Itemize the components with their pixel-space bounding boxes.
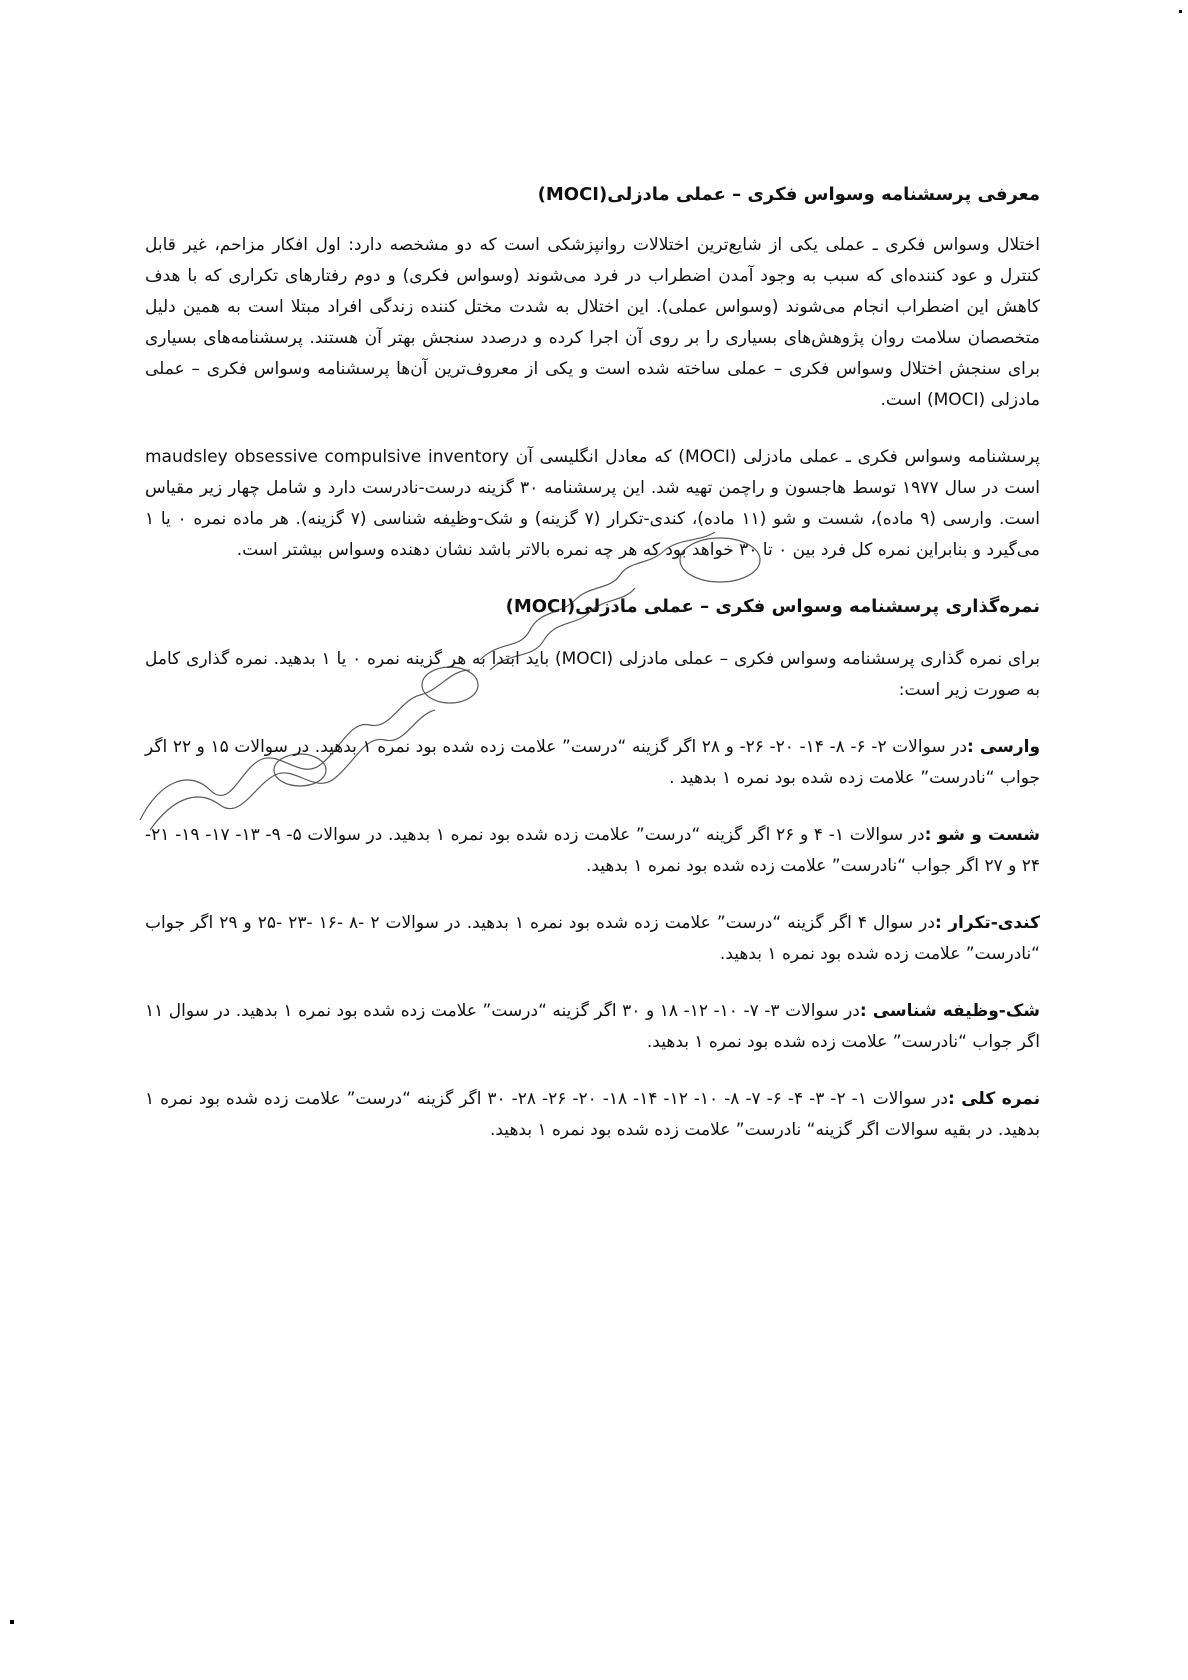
scoring-intro: برای نمره گذاری پرسشنامه وسواس فکری – عملی مادزلی (MOCI) باید ابتدا به هر گزینه نمره ۰ یا ۱ بدهید. نمره گذاری کامل به صورت زیر است:: [145, 649, 1041, 700]
subscale-label: کندی-تکرار :: [934, 913, 1041, 933]
subscale-label: شک-وظیفه شناسی :: [859, 1001, 1040, 1021]
subscale-text: در سوالات ۱- ۴ و ۲۶ اگر گزینه “درست” علامت زده شده بود نمره ۱ بدهید. در سوالات ۵- ۹- ۱۳- ۱۷- ۱۹- ۲۱- ۲۴ و ۲۷ اگر جواب “نادرست” علامت زده شده بود نمره ۱ بدهید.: [145, 825, 1040, 876]
subscale-checking: [145, 732, 1040, 794]
subscale-total: [145, 1084, 1040, 1146]
subscale-text: در سوالات ۳- ۷- ۱۰- ۱۲- ۱۸ و ۳۰ اگر گزینه “درست” علامت زده شده بود نمره ۱ بدهید. در سوال ۱۱ اگر جواب “نادرست” علامت زده شده بود نمره ۱ بدهید.: [145, 1001, 1040, 1052]
subscale-text: در سوالات ۲- ۶- ۸- ۱۴- ۲۰- ۲۶- و ۲۸ اگر گزینه “درست” علامت زده شده بود نمره ۱ بدهید. در سوالات ۱۵ و ۲۲ اگر جواب “نادرست” علامت زده شده بود نمره ۱ بدهید .: [145, 737, 1040, 788]
subscale-washing: [145, 820, 1040, 882]
scoring-heading: نمره‌گذاری پرسشنامه وسواس فکری – عملی مادزلی(MOCI): [505, 596, 1040, 617]
scan-speck: [1179, 10, 1182, 13]
intro-paragraph-2: پرسشنامه وسواس فکری ـ عملی مادزلی (MOCI) که معادل انگلیسی آن maudsley obsessive compulsive inventory است در سال ۱۹۷۷ توسط هاجسون و راچمن تهیه شد. این پرسشنامه ۳۰ گزینه درست-نادرست دارد و شامل چهار زیر مقیاس است. وارسی (۹ ماده)، شست و شو (۱۱ ماده)، کندی-تکرار (۷ گزینه) و شک-وظیفه شناسی (۷ گزینه). هر ماده نمره ۰ یا ۱ می‌گیرد و بنابراین نمره کل فرد بین ۰ تا ۳۰ خواهد بود که هر چه نمره بالاتر باشد نشان دهنده وسواس بیشتر است.: [145, 447, 1041, 560]
subscale-doubting: [145, 996, 1040, 1058]
subscale-text: در سوال ۴ اگر گزینه “درست” علامت زده شده بود نمره ۱ بدهید. در سوالات ۲ -۸ -۱۶ -۲۳ -۲۵ و ۲۹ اگر جواب “نادرست” علامت زده شده بود نمره ۱ بدهید.: [145, 913, 1040, 964]
subscale-label: وارسی :: [967, 737, 1041, 757]
document-page: [145, 180, 1040, 1172]
subscale-label: نمره کلی :: [947, 1089, 1041, 1109]
intro-paragraph-1: اختلال وسواس فکری ـ عملی یکی از شایع‌ترین اختلالات روانپزشکی است که دو مشخصه دارد: اول افکار مزاحم، غیر قابل کنترل و عود کننده‌ای که سبب به وجود آمدن اضطراب در فرد می‌شوند (وسواس فکری) و دوم رفتارهای تکراری که با هدف کاهش این اضطراب انجام می‌شوند (وسواس عملی). این اختلال به شدت مختل کننده زندگی افراد مبتلا است به همین دلیل متخصصان سلامت روان پژوهش‌های بسیاری را بر روی آن اجرا کرده و درصدد سنجش بهتر آن هستند. پرسشنامه‌های بسیاری برای سنجش اختلال وسواس فکری – عملی ساخته شده است و یکی از معروف‌ترین آن‌ها پرسشنامه وسواس فکری – عملی مادزلی (MOCI) است.: [145, 235, 1040, 410]
subscale-text: در سوالات ۱- ۲- ۳- ۴- ۶- ۷- ۸- ۱۰- ۱۲- ۱۴- ۱۸- ۲۰- ۲۶- ۲۸- ۳۰ اگر گزینه “درست” علامت زده شده بود نمره ۱ بدهید. در بقیه سوالات اگر گزینه“ نادرست” علامت زده شده بود نمره ۱ بدهید.: [145, 1089, 1040, 1140]
scan-speck: [10, 1620, 14, 1624]
subscale-label: شست و شو :: [924, 825, 1041, 845]
subscale-slowness: [145, 908, 1040, 970]
document-title: معرفی پرسشنامه وسواس فکری – عملی مادزلی(MOCI): [537, 184, 1040, 205]
